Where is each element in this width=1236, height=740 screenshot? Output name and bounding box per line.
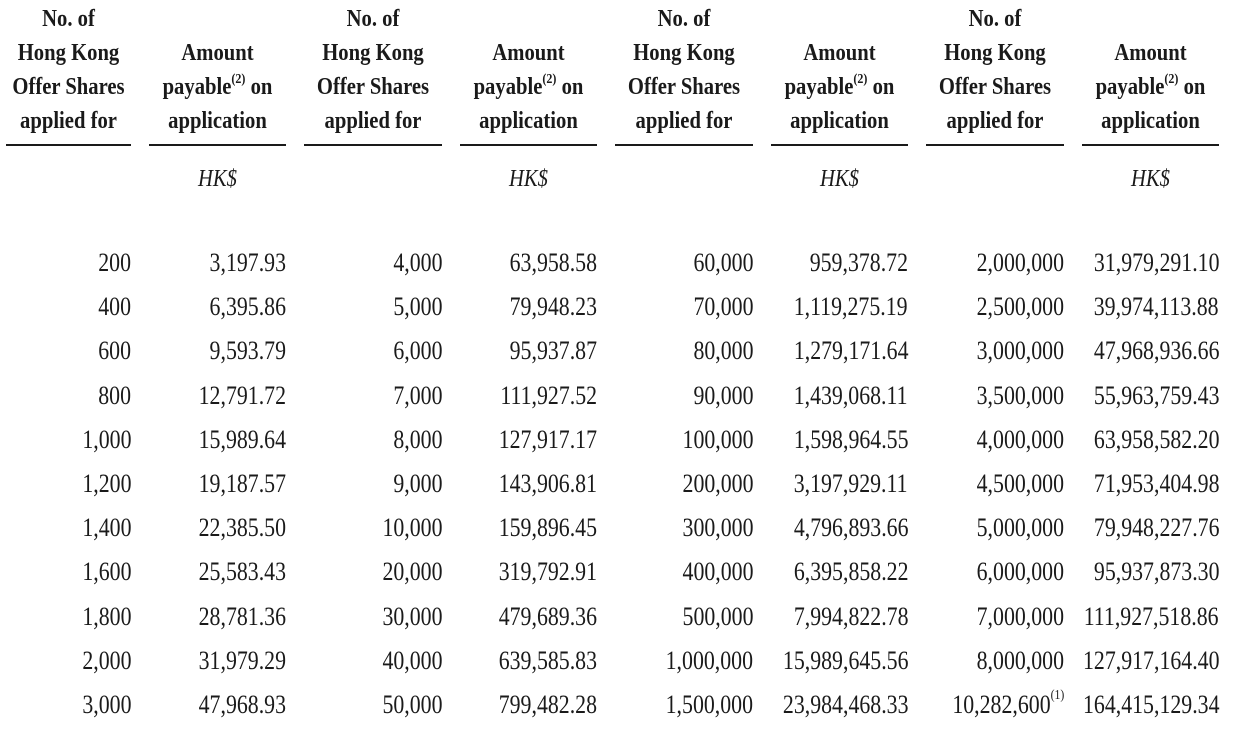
shares-value: 300,000 xyxy=(682,513,753,542)
shares-value: 600 xyxy=(98,336,131,365)
shares-cell xyxy=(393,469,442,499)
amount-cell: 479,689.36 xyxy=(498,602,597,631)
shares-value: 100,000 xyxy=(682,425,753,454)
amount-cell: 71,953,404.98 xyxy=(1093,469,1219,498)
amount-cell: 3,197.93 xyxy=(209,248,286,277)
header-text: on xyxy=(556,74,584,100)
header-line: applied for xyxy=(946,108,1044,134)
shares-cell xyxy=(98,292,131,322)
amount-cell: 15,989.64 xyxy=(198,425,286,454)
header-rule xyxy=(304,144,442,146)
shares-value: 1,500,000 xyxy=(665,690,753,719)
shares-cell xyxy=(693,248,753,278)
shares-cell xyxy=(666,690,753,720)
amount-column-header xyxy=(781,6,899,138)
shares-cell xyxy=(693,336,753,366)
shares-cell xyxy=(977,292,1064,322)
shares-cell xyxy=(393,292,442,322)
shares-value: 30,000 xyxy=(381,602,442,631)
amount-cell: 4,796,893.66 xyxy=(793,513,908,542)
amount-cell: 95,937.87 xyxy=(509,336,597,365)
shares-value: 5,000 xyxy=(392,292,442,321)
shares-value: 500,000 xyxy=(682,602,753,631)
header-text: payable xyxy=(473,74,543,100)
shares-value: 3,000,000 xyxy=(976,336,1064,365)
shares-value: 8,000,000 xyxy=(976,646,1064,675)
shares-value: 2,000 xyxy=(81,646,131,675)
amount-cell: 23,984,468.33 xyxy=(782,690,908,719)
header-line: Offer Shares xyxy=(627,74,741,100)
shares-cell xyxy=(82,646,131,676)
amount-cell: 159,896.45 xyxy=(498,513,597,542)
header-rule xyxy=(615,144,753,146)
header-line: Offer Shares xyxy=(938,74,1052,100)
shares-value: 3,000 xyxy=(81,690,131,719)
shares-value: 1,000 xyxy=(81,425,131,454)
shares-value: 1,200 xyxy=(81,469,131,498)
amount-cell: 164,415,129.34 xyxy=(1082,690,1219,719)
shares-value: 40,000 xyxy=(381,646,442,675)
shares-value: 4,000,000 xyxy=(976,425,1064,454)
amount-cell: 79,948.23 xyxy=(509,292,597,321)
header-line: No. of xyxy=(42,6,95,32)
shares-value: 4,500,000 xyxy=(976,469,1064,498)
header-text: on xyxy=(245,74,273,100)
shares-cell xyxy=(393,381,442,411)
header-line: applied for xyxy=(635,108,733,134)
shares-value: 7,000,000 xyxy=(976,602,1064,631)
shares-value: 2,500,000 xyxy=(976,292,1064,321)
amount-cell: 3,197,929.11 xyxy=(794,469,908,498)
shares-column-header xyxy=(314,6,433,138)
amount-cell: 79,948,227.76 xyxy=(1093,513,1219,542)
shares-cell xyxy=(682,513,753,543)
amount-cell: 111,927,518.86 xyxy=(1084,602,1219,631)
shares-value: 60,000 xyxy=(692,248,753,277)
header-line xyxy=(163,70,273,104)
amount-cell: 6,395.86 xyxy=(209,292,286,321)
shares-value: 8,000 xyxy=(392,425,442,454)
header-line: Amount xyxy=(1114,40,1187,66)
footnote-marker: (2) xyxy=(1164,72,1179,87)
shares-cell xyxy=(666,646,753,676)
shares-cell xyxy=(382,690,442,720)
shares-cell xyxy=(382,557,442,587)
shares-value: 2,000,000 xyxy=(976,248,1064,277)
shares-value: 1,600 xyxy=(81,557,131,586)
shares-column-header xyxy=(12,6,125,138)
shares-cell xyxy=(682,557,753,587)
shares-cell xyxy=(98,336,131,366)
shares-cell xyxy=(682,425,753,455)
currency-unit-label: HK$ xyxy=(509,166,548,192)
shares-cell xyxy=(82,513,131,543)
header-line: Amount xyxy=(492,40,565,66)
header-line: applied for xyxy=(20,108,117,134)
amount-cell: 12,791.72 xyxy=(198,381,286,410)
shares-value: 400 xyxy=(98,292,131,321)
shares-cell xyxy=(977,381,1064,411)
amount-cell: 55,963,759.43 xyxy=(1093,381,1219,410)
shares-value: 20,000 xyxy=(381,557,442,586)
header-line: No. of xyxy=(346,6,400,32)
header-line: application xyxy=(168,108,267,134)
shares-cell xyxy=(82,557,131,587)
amount-cell: 25,583.43 xyxy=(198,557,286,586)
shares-cell xyxy=(693,381,753,411)
shares-value: 1,800 xyxy=(81,602,131,631)
shares-cell xyxy=(382,513,442,543)
amount-column-header xyxy=(159,6,277,138)
shares-cell xyxy=(977,513,1064,543)
shares-cell xyxy=(393,425,442,455)
footnote-marker: (2) xyxy=(853,72,868,87)
header-rule xyxy=(926,144,1064,146)
amount-cell: 639,585.83 xyxy=(498,646,597,675)
shares-cell xyxy=(977,602,1064,632)
header-text: on xyxy=(867,74,895,100)
amount-cell: 22,385.50 xyxy=(198,513,286,542)
currency-unit-label: HK$ xyxy=(1131,166,1170,192)
amount-cell: 7,994,822.78 xyxy=(793,602,908,631)
shares-cell xyxy=(977,646,1064,676)
amount-cell: 959,378.72 xyxy=(809,248,908,277)
header-text: payable xyxy=(784,74,854,100)
header-line xyxy=(1096,70,1206,104)
amount-cell: 31,979.29 xyxy=(198,646,286,675)
amount-cell: 63,958.58 xyxy=(509,248,597,277)
shares-cell xyxy=(977,469,1064,499)
shares-value: 1,000,000 xyxy=(665,646,753,675)
amount-cell: 143,906.81 xyxy=(498,469,597,498)
shares-value: 200,000 xyxy=(682,469,753,498)
amount-cell: 19,187.57 xyxy=(198,469,286,498)
shares-cell xyxy=(393,336,442,366)
header-line xyxy=(785,70,895,104)
header-line: Hong Kong xyxy=(17,40,120,66)
header-line: Amount xyxy=(803,40,876,66)
shares-column-header xyxy=(625,6,744,138)
header-line: No. of xyxy=(657,6,711,32)
shares-value: 50,000 xyxy=(381,690,442,719)
header-line: Amount xyxy=(181,40,254,66)
shares-value: 90,000 xyxy=(692,381,753,410)
shares-value: 7,000 xyxy=(392,381,442,410)
shares-value: 70,000 xyxy=(692,292,753,321)
header-line: application xyxy=(790,108,889,134)
header-line: Hong Kong xyxy=(944,40,1046,66)
amount-cell: 1,119,275.19 xyxy=(794,292,908,321)
header-rule xyxy=(460,144,597,146)
shares-column-header xyxy=(936,6,1055,138)
footnote-marker: (2) xyxy=(231,72,246,87)
header-text: payable xyxy=(162,74,232,100)
shares-value: 5,000,000 xyxy=(976,513,1064,542)
header-text: payable xyxy=(1095,74,1165,100)
amount-cell: 28,781.36 xyxy=(198,602,286,631)
shares-cell xyxy=(82,602,131,632)
header-rule xyxy=(1082,144,1219,146)
amount-cell: 1,279,171.64 xyxy=(793,336,908,365)
header-rule xyxy=(149,144,286,146)
currency-unit-label: HK$ xyxy=(820,166,859,192)
shares-cell xyxy=(682,469,753,499)
amount-column-header xyxy=(1092,6,1210,138)
shares-value: 6,000,000 xyxy=(976,557,1064,586)
amount-cell: 6,395,858.22 xyxy=(793,557,908,586)
shares-cell xyxy=(382,602,442,632)
shares-value: 1,400 xyxy=(81,513,131,542)
currency-unit-label: HK$ xyxy=(198,166,237,192)
amount-cell: 111,927.52 xyxy=(500,381,597,410)
shares-cell xyxy=(393,248,442,278)
header-line: application xyxy=(479,108,578,134)
footnote-marker: (2) xyxy=(542,72,557,87)
header-line: Offer Shares xyxy=(12,74,125,100)
header-line: Hong Kong xyxy=(322,40,424,66)
amount-cell: 127,917,164.40 xyxy=(1082,646,1219,675)
header-line: No. of xyxy=(968,6,1022,32)
shares-value: 10,000 xyxy=(381,513,442,542)
amount-cell: 47,968.93 xyxy=(198,690,286,719)
shares-cell xyxy=(382,646,442,676)
header-line: Offer Shares xyxy=(316,74,430,100)
footnote-marker: (1) xyxy=(1050,688,1064,704)
shares-cell xyxy=(952,690,1064,720)
header-line xyxy=(474,70,584,104)
shares-value: 9,000 xyxy=(392,469,442,498)
shares-cell xyxy=(98,381,131,411)
header-rule xyxy=(771,144,908,146)
shares-value: 80,000 xyxy=(692,336,753,365)
shares-cell xyxy=(682,602,753,632)
shares-cell xyxy=(977,557,1064,587)
shares-value: 4,000 xyxy=(392,248,442,277)
amount-cell: 95,937,873.30 xyxy=(1093,557,1219,586)
amount-column-header xyxy=(470,6,588,138)
header-line: applied for xyxy=(324,108,422,134)
header-text: on xyxy=(1178,74,1206,100)
header-line: application xyxy=(1101,108,1200,134)
shares-cell xyxy=(977,248,1064,278)
amount-cell: 47,968,936.66 xyxy=(1093,336,1219,365)
amount-cell: 127,917.17 xyxy=(498,425,597,454)
shares-value: 6,000 xyxy=(392,336,442,365)
shares-cell xyxy=(977,336,1064,366)
header-rule xyxy=(6,144,131,146)
amount-cell: 31,979,291.10 xyxy=(1093,248,1219,277)
amount-cell: 799,482.28 xyxy=(498,690,597,719)
amount-cell: 39,974,113.88 xyxy=(1094,292,1219,321)
amount-cell: 1,439,068.11 xyxy=(794,381,908,410)
amount-cell: 319,792.91 xyxy=(498,557,597,586)
shares-value: 800 xyxy=(98,381,131,410)
shares-value: 3,500,000 xyxy=(976,381,1064,410)
header-line: Hong Kong xyxy=(633,40,735,66)
amount-cell: 15,989,645.56 xyxy=(782,646,908,675)
amount-cell: 63,958,582.20 xyxy=(1093,425,1219,454)
shares-cell xyxy=(693,292,753,322)
shares-cell xyxy=(82,690,131,720)
shares-value: 200 xyxy=(98,248,131,277)
amount-cell: 9,593.79 xyxy=(209,336,286,365)
shares-cell xyxy=(82,425,131,455)
shares-cell xyxy=(98,248,131,278)
shares-cell xyxy=(977,425,1064,455)
shares-value: 400,000 xyxy=(682,557,753,586)
shares-value: 10,282,600 xyxy=(952,690,1051,719)
shares-cell xyxy=(82,469,131,499)
amount-cell: 1,598,964.55 xyxy=(793,425,908,454)
